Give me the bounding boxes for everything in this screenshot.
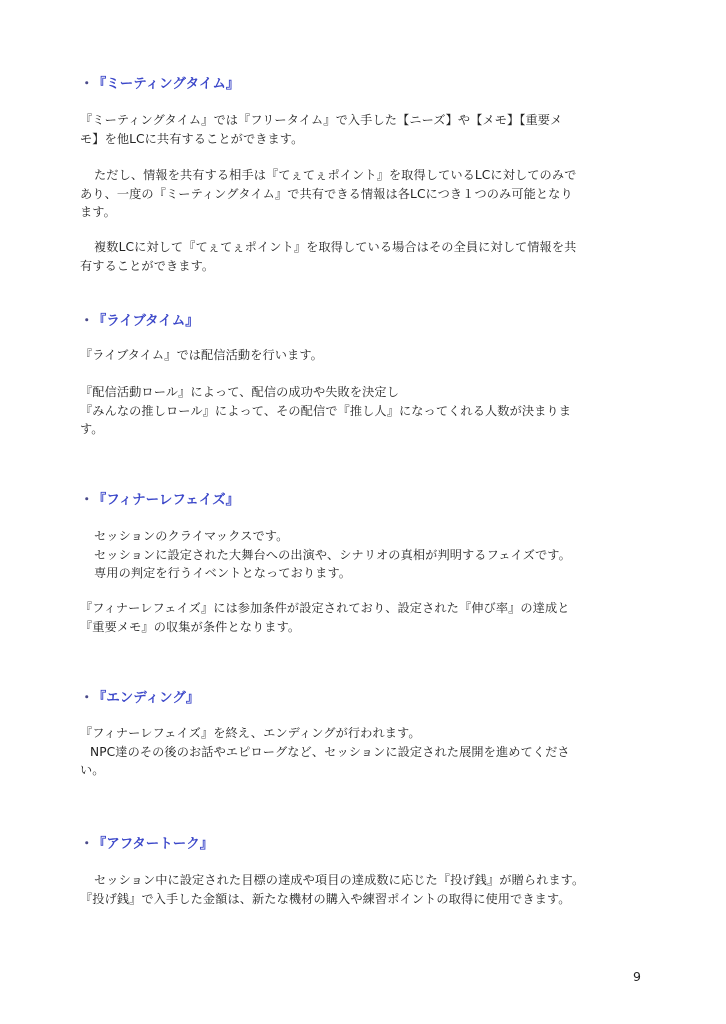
- text-line: 『ミーティングタイム』では『フリータイム』で入手した【ニーズ】や【メモ】【重要メ: [80, 113, 563, 127]
- text-line: 『みんなの推しロール』によって、その配信で『推し人』になってくれる人数が決まりま: [80, 403, 572, 418]
- text-line: ます。: [80, 205, 116, 219]
- text-line: 複数LCに対して『てぇてぇポイント』を取得している場合はその全員に対して情報を共: [94, 240, 577, 254]
- section-title: 『ミーティングタイム』: [99, 76, 240, 92]
- text-line: セッションに設定された大舞台への出演や、シナリオの真相が判明するフェイズです。: [94, 547, 571, 562]
- text-line: あり、一度の『ミーティングタイム』で共有できる情報は各LCにつき１つのみ可能となり: [80, 186, 573, 201]
- text-line: 『ライブタイム』では配信活動を行います。: [80, 348, 323, 362]
- text-line: 『重要メモ』の収集が条件となります。: [80, 619, 301, 634]
- text-line: 『フィナーレフェイズ』を終え、エンディングが行われます。: [80, 726, 421, 740]
- paragraph: [80, 238, 646, 275]
- paragraph: [80, 871, 646, 908]
- section-heading: [80, 834, 646, 854]
- paragraph: [80, 724, 646, 780]
- text-line: セッション中に設定された目標の達成や項目の達成数に応じた『投げ銭』が贈られます。: [94, 873, 585, 887]
- bullet: ・: [80, 492, 94, 508]
- section-heading: [80, 490, 646, 510]
- bullet: ・: [80, 76, 94, 92]
- section-title: 『ライブタイム』: [99, 313, 199, 329]
- section-heading: [80, 311, 646, 331]
- section-heading: [80, 688, 646, 708]
- paragraph: [80, 166, 646, 222]
- text-line: 『投げ銭』で入手した金額は、新たな機材の購入や練習ポイントの取得に使用できます。: [80, 891, 571, 906]
- text-line: 有することができます。: [80, 258, 215, 273]
- paragraph: [80, 383, 646, 439]
- text-line: NPC達のその後のお話やエピローグなど、セッションに設定された展開を進めてくださ: [90, 744, 570, 759]
- text-line: 『配信活動ロール』によって、配信の成功や失敗を決定し: [80, 385, 399, 399]
- section-after-talk: [80, 834, 646, 854]
- text-line: ただし、情報を共有する相手は『てぇてぇポイント』を取得しているLCに対してのみで: [94, 168, 577, 182]
- section-live-time: [80, 311, 646, 331]
- section-title: 『エンディング』: [99, 690, 200, 706]
- bullet: ・: [80, 690, 94, 706]
- section-finale-phase: [80, 490, 646, 510]
- text-line: い。: [80, 763, 105, 777]
- bullet: ・: [80, 836, 94, 852]
- paragraph: [80, 527, 646, 583]
- text-line: 『フィナーレフェイズ』には参加条件が設定されており、設定された『伸び率』の達成と: [80, 601, 570, 615]
- page-number: 9: [633, 969, 641, 984]
- section-title: 『フィナーレフェイズ』: [99, 492, 240, 508]
- paragraph: [80, 599, 646, 636]
- paragraph: [80, 111, 646, 148]
- text-line: す。: [80, 422, 104, 436]
- text-line: セッションのクライマックスです。: [94, 529, 289, 543]
- text-line: 専用の判定を行うイベントとなっております。: [94, 566, 352, 580]
- text-line: モ】を他LCに共有することができます。: [80, 131, 304, 146]
- section-title: 『アフタートーク』: [99, 836, 214, 852]
- paragraph: [80, 346, 646, 365]
- section-heading: [80, 74, 646, 94]
- section-ending: [80, 688, 646, 708]
- bullet: ・: [80, 313, 94, 329]
- section-meeting-time: [80, 74, 646, 94]
